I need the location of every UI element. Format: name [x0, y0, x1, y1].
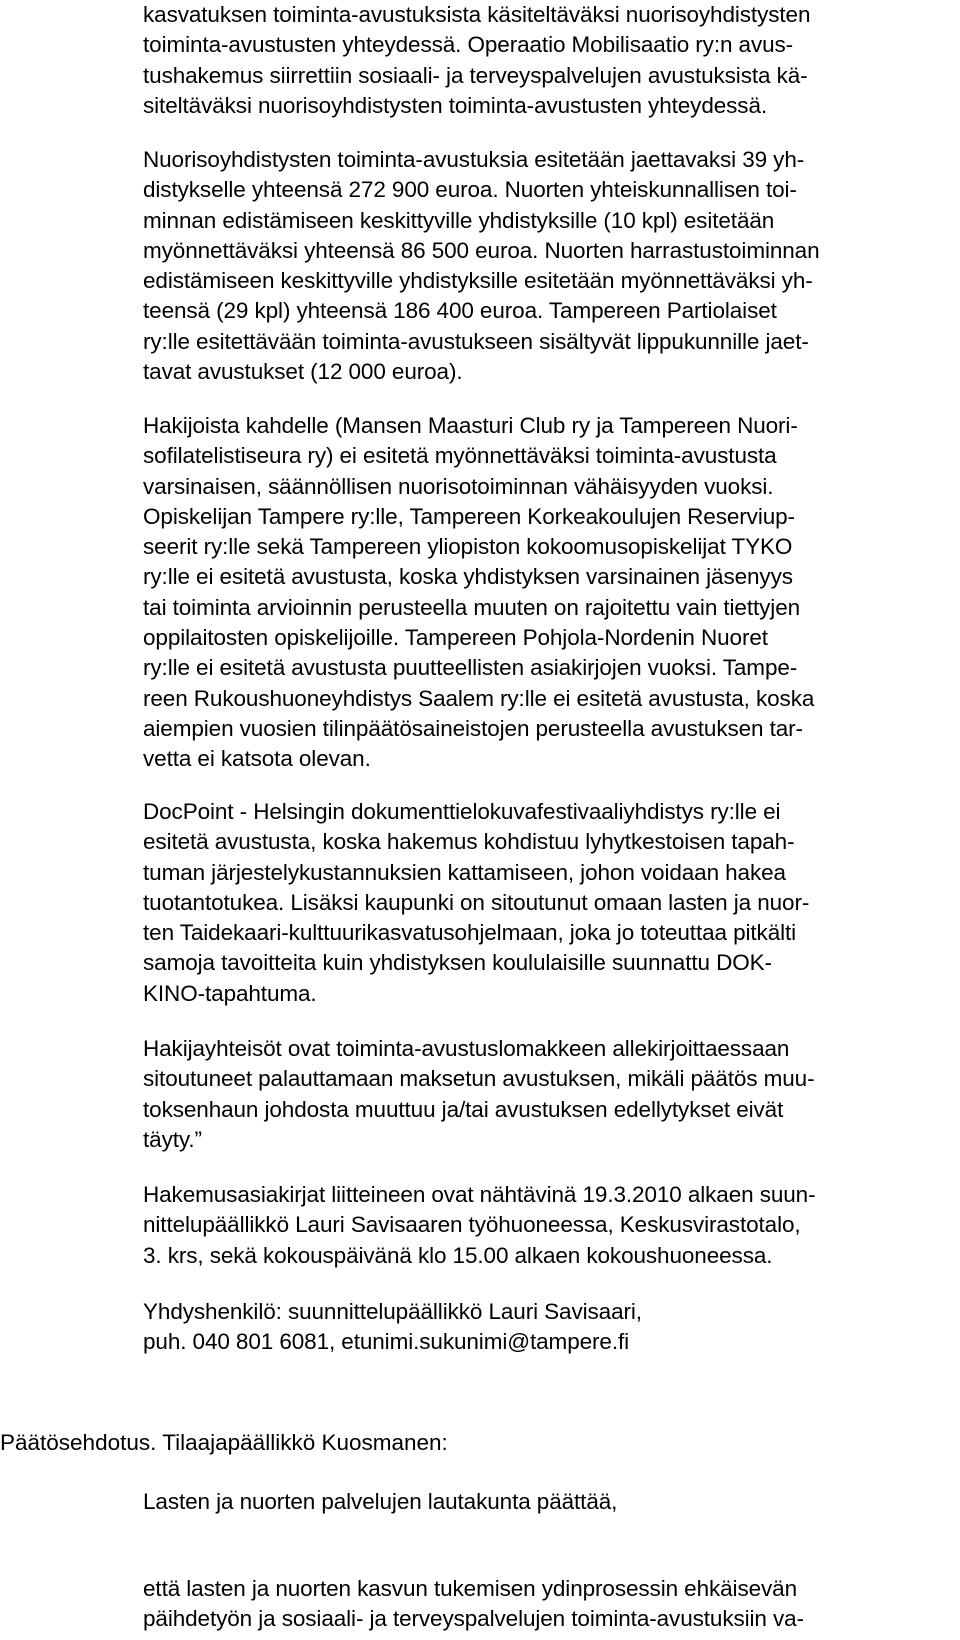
text-line: DocPoint - Helsingin dokumenttielokuvafestivaaliyhdistys ry:lle ei: [143, 799, 781, 824]
text-line: tai toiminta arvioinnin perusteella muuten on rajoitettu vain tiettyjen: [143, 594, 801, 620]
text-line: KINO-tapahtuma.: [143, 980, 317, 1006]
text-line: toksenhaun johdosta muuttuu ja/tai avustuksen edellytykset eivät: [143, 1096, 784, 1122]
paragraph-6: [143, 1180, 953, 1271]
text-line: varsinaisen, säännöllisen nuorisotoiminnan vähäisyyden vuoksi.: [143, 473, 774, 499]
text-line: aiempien vuosien tilinpäätösaineistojen perusteella avustuksen tar-: [143, 715, 803, 741]
text-line: esitetä avustusta, koska hakemus kohdistuu lyhytkestoisen tapah-: [143, 829, 795, 855]
text-line: sitoutuneet palauttamaan maksetun avustuksen, mikäli päätös muu-: [143, 1066, 815, 1092]
text-line: Nuorisoyhdistysten toiminta-avustuksia esitetään jaettavaksi 39 yh-: [143, 147, 805, 172]
text-line: Opiskelijan Tampere ry:lle, Tampereen Korkeakoulujen Reserviup-: [143, 503, 795, 529]
paragraph-2: [143, 145, 953, 387]
text-line: tuotantotukea. Lisäksi kaupunki on sitoutunut omaan lasten ja nuor-: [143, 889, 810, 915]
text-line: ry:lle esitettävään toiminta-avustukseen sisältyvät lippukunnille jaet-: [143, 328, 809, 354]
paragraph-1: [143, 0, 953, 121]
text-line: reen Rukoushuoneyhdistys Saalem ry:lle ei esitetä avustusta, koska: [143, 685, 815, 711]
text-line: päihdetyön ja sosiaali- ja terveyspalvelujen toiminta-avustuksiin va-: [143, 1606, 804, 1632]
decision-heading: Päätösehdotus. Tilaajapäällikkö Kuosmanen:: [0, 1430, 448, 1455]
text-line: nittelupäällikkö Lauri Savisaaren työhuoneessa, Keskusvirastotalo,: [143, 1212, 801, 1238]
text-line: kasvatuksen toiminta-avustuksista käsiteltäväksi nuorisoyhdistysten: [143, 2, 811, 27]
text-line: sofilatelistiseura ry) ei esitetä myönnettäväksi toiminta-avustusta: [143, 443, 777, 469]
text-line: ry:lle ei esitetä avustusta puutteellisten asiakirjojen vuoksi. Tampe-: [143, 655, 798, 681]
text-line: Hakemusasiakirjat liitteineen ovat nähtävinä 19.3.2010 alkaen suun-: [143, 1182, 816, 1207]
text-line: oppilaitosten opiskelijoille. Tampereen Pohjola-Nordenin Nuoret: [143, 625, 768, 651]
text-line: Hakijayhteisöt ovat toiminta-avustuslomakkeen allekirjoittaessaan: [143, 1036, 790, 1061]
text-line: täyty.”: [143, 1126, 202, 1152]
decision-paragraph-2: [143, 1574, 953, 1635]
text-line: teensä (29 kpl) yhteensä 186 400 euroa. Tampereen Partiolaiset: [143, 298, 777, 324]
text-line: tavat avustukset (12 000 euroa).: [143, 359, 463, 385]
text-line: ry:lle ei esitetä avustusta, koska yhdistyksen varsinainen jäsenyys: [143, 564, 793, 590]
text-line: ten Taidekaari-kulttuurikasvatusohjelmaan, joka jo toteuttaa pitkälti: [143, 920, 797, 946]
text-line: samoja tavoitteita kuin yhdistyksen koululaisille suunnattu DOK-: [143, 950, 772, 976]
text-line: distykselle yhteensä 272 900 euroa. Nuorten yhteiskunnallisen toi-: [143, 177, 797, 203]
text-line: tushakemus siirrettiin sosiaali- ja terveyspalvelujen avustuksista kä-: [143, 62, 808, 88]
paragraph-3: [143, 411, 953, 775]
text-line: siteltäväksi nuorisoyhdistysten toiminta-avustusten yhteydessä.: [143, 92, 768, 118]
text-line: edistämiseen keskittyville yhdistyksille esitetään myönnettäväksi yh-: [143, 268, 813, 294]
text-line: toiminta-avustusten yhteydessä. Operaatio Mobilisaatio ry:n avus-: [143, 32, 794, 58]
text-line: Yhdyshenkilö: suunnittelupäällikkö Lauri Savisaari,: [143, 1299, 642, 1324]
text-line: minnan edistämiseen keskittyville yhdistyksille (10 kpl) esitetään: [143, 207, 775, 233]
text-line: seerit ry:lle sekä Tampereen yliopiston kokoomusopiskelijat TYKO: [143, 534, 793, 560]
paragraph-5: [143, 1034, 953, 1155]
text-line: Lasten ja nuorten palvelujen lautakunta päättää,: [143, 1489, 618, 1514]
paragraph-4: [143, 797, 953, 1009]
text-line: Hakijoista kahdelle (Mansen Maasturi Club ry ja Tampereen Nuori-: [143, 413, 798, 438]
text-line: että lasten ja nuorten kasvun tukemisen ydinprosessin ehkäisevän: [143, 1576, 797, 1601]
decision-paragraph-1: [143, 1487, 953, 1517]
text-line: 3. krs, sekä kokouspäivänä klo 15.00 alkaen kokoushuoneessa.: [143, 1242, 773, 1268]
text-line: puh. 040 801 6081, etunimi.sukunimi@tampere.fi: [143, 1329, 630, 1355]
text-line: tuman järjestelykustannuksien kattamiseen, johon voidaan hakea: [143, 859, 786, 885]
contact-paragraph: [143, 1297, 953, 1358]
text-line: myönnettäväksi yhteensä 86 500 euroa. Nuorten harrastustoiminnan: [143, 237, 820, 263]
text-line: vetta ei katsota olevan.: [143, 746, 371, 772]
